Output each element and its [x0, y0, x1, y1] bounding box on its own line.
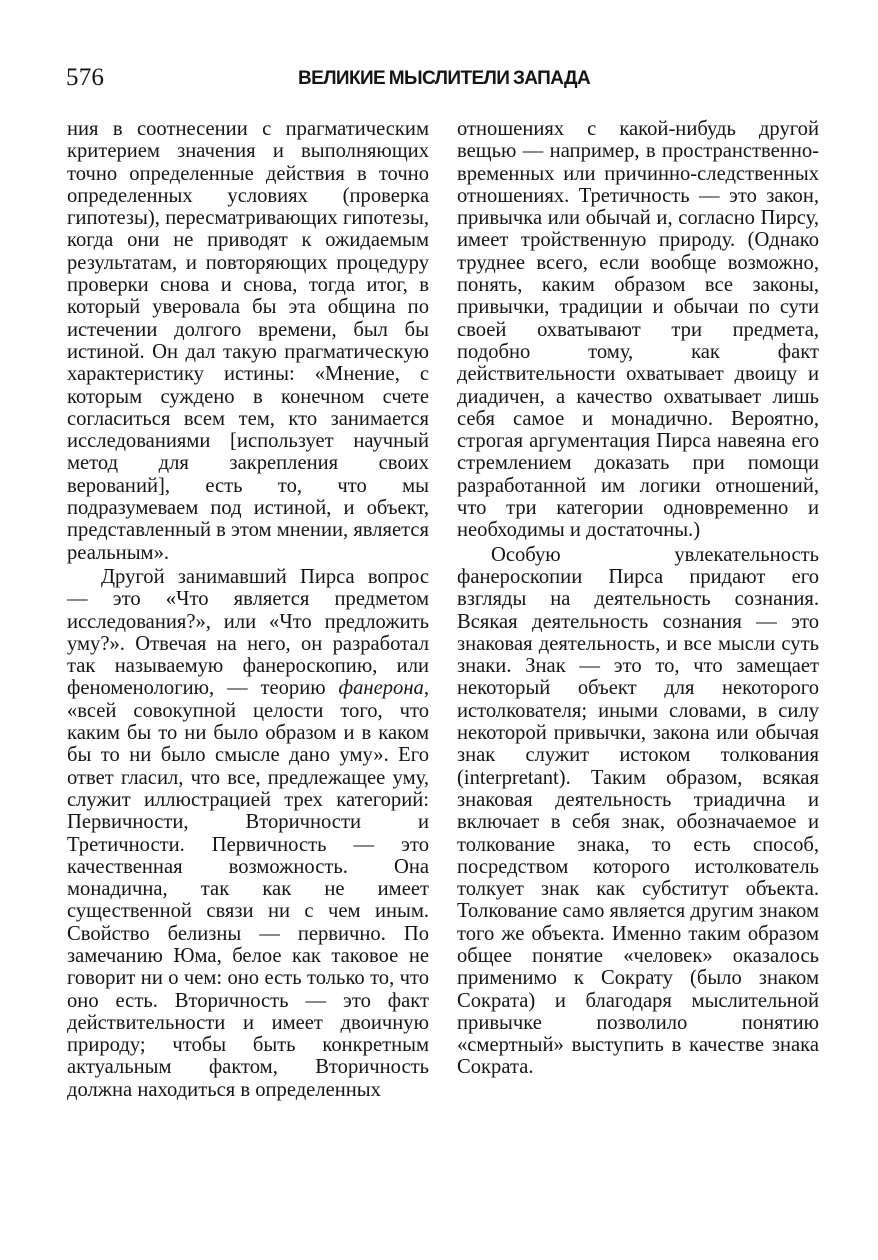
- paragraph: ния в соотнесении с прагматическим критерием значения и выполняющих точно определенные действия в точно определенных условиях (проверка гипотезы), пересматривающих гипотезы, когда они не приводят к ожидаемым результатам, и повторяющих процедуру проверки снова и снова, тогда итог, в который уверовала бы эта община по истечении долгого времени, был бы истиной. Он дал такую прагматическую характеристику истины: «Мнение, с которым суждено в конечном счете согласиться всем тем, кто занимается исследованиями [использует научный метод для закрепления своих верований], есть то, что мы подразумеваем под истиной, и объект, представленный в этом мнении, является реальным».: [67, 118, 429, 564]
- paragraph: Особую увлекательность фанероскопии Пирса придают его взгляды на деятельность сознания. Всякая деятельность сознания — это знаковая деятельность, и все мысли суть знаки. Знак — это то, что замещает некоторый объект для некоторого истолкователя; иными словами, в силу некоторой привычки, закона или обычая знак служит истоком толкования (interpretant). Таким образом, всякая знаковая деятельность триадична и включает в себя знак, обозначаемое и толкование знака, то есть способ, посредством которого истолкователь толкует знак как субститут объекта. Толкование само является другим знаком того же объекта. Именно таким образом общее понятие «человек» оказалось применимо к Сократу (было знаком Сократа) и благодаря мыслительной привычке позволило понятию «смертный» выступить в качестве знака Сократа.: [457, 543, 819, 1079]
- paragraph: отношениях с какой-нибудь другой вещью — например, в пространственно-временных или причинно-следственных отношениях. Третичность — это закон, привычка или обычай и, согласно Пирсу, имеет тройственную природу. (Однако труднее всего, если вообще возможно, понять, каким образом все законы, привычки, традиции и обычаи по сути своей охватывают три предмета, подобно тому, как факт действительности охватывает двоицу и диадичен, а качество охватывает лишь себя самое и монадично. Вероятно, строгая аргументация Пирса навеяна его стремлением доказать при помощи разработанной им логики отношений, что три категории одновременно и необходимы и достаточны.): [457, 118, 819, 542]
- italic-term: фанерона: [338, 677, 424, 700]
- page-number: 576: [66, 64, 105, 91]
- paragraph: [67, 566, 429, 1101]
- page-header: [66, 62, 812, 102]
- left-column: [67, 118, 429, 1101]
- paragraph-text: Другой занимавший Пирса вопрос — это «Что является предметом исследования?», или «Что предложить уму?». Отвечая на него, он разработал так называемую фанероскопию, или феноменологию, — теорию: [67, 565, 429, 700]
- running-title: ВЕЛИКИЕ МЫСЛИТЕЛИ ЗАПАДА: [298, 68, 591, 89]
- paragraph-text: , «всей совокупной целости того, что каким бы то ни было образом и в каком бы то ни было смысле дано уму». Его ответ гласил, что все, предлежащее уму, служит иллюстрацией трех категорий: Первичности, Вторичности и Третичности. Первичность — это качественная возможность. Она монадична, так как не имеет существенной связи ни с чем иным. Свойство белизны — первично. По замечанию Юма, белое как таковое не говорит ни о чем: оно есть только то, что оно есть. Вторичность — это факт действительности и имеет двоичную природу; чтобы быть конкретным актуальным фактом, Вторичность должна находиться в определенных: [67, 677, 429, 1101]
- right-column: [457, 118, 819, 1079]
